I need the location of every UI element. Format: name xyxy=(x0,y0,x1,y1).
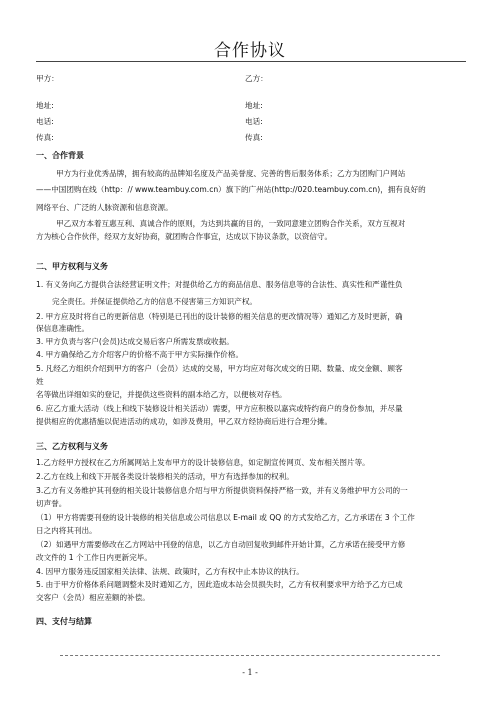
clause-line: 日之内将其刊出。 xyxy=(36,526,97,535)
phone-a-label: 电话: xyxy=(36,117,54,126)
section-heading-payment: 四、支付与结算 xyxy=(36,617,92,626)
party-a-label: 甲方： xyxy=(36,74,59,83)
address-a-label: 地址: xyxy=(36,101,54,110)
clause-line: 5. 由于甲方价格体系问题调整未及时通知乙方，因此造成本站会员损失时，乙方有权利要求甲方给予乙方已成 xyxy=(36,580,403,589)
paragraph-line: 方为核心合作伙伴，经双方友好协商，就团购合作事宜，达成以下协议条款，以资信守。 xyxy=(36,232,333,241)
phone-b-label: 电话: xyxy=(245,117,263,126)
clause-line: 3.乙方有义务维护其刊登的相关设计装修信息介绍与甲方所提供资料保持严格一致，并有义务维护甲方公司的一 xyxy=(36,486,408,495)
clause-line: 完全责任。并保证提供给乙方的信息不侵害第三方知识产权。 xyxy=(52,297,258,306)
party-b-label: 乙方： xyxy=(245,74,268,83)
clause-line: 3. 甲方负责与客户(会员)达成交易后客户所需发票或收据。 xyxy=(36,337,234,346)
section-heading-background: 一、合作背景 xyxy=(36,151,84,160)
clause-line: 1.乙方经甲方授权在乙方所属网站上发布甲方的设计装修信息，如定制宣传网页、发布相关图片等。 xyxy=(36,458,370,467)
page-number: - 1 - xyxy=(242,668,258,677)
document-title: 合作协议 xyxy=(214,41,286,61)
paragraph-line: 甲乙双方本着互惠互利、真诚合作的原则，为达到共赢的目的，一致同意建立团购合作关系，双方互视对 xyxy=(56,219,406,228)
clause-line: 名等做出详细如实的登记，并提供这些资料的副本给乙方，以便核对存档。 xyxy=(36,390,287,399)
paragraph-line: ——中国团购在线（http：// www.teambuy.com.cn）旗下的广州站(http://020.teambuy.com.cn)，拥有良好的 xyxy=(36,185,426,194)
section-heading-party-b: 三、乙方权利与义务 xyxy=(36,442,108,451)
clause-line: 姓 xyxy=(36,377,44,386)
title-underline xyxy=(36,61,466,62)
address-b-label: 地址: xyxy=(245,101,263,110)
paragraph-line: 甲方为行业优秀品牌，拥有较高的品牌知名度及产品美誉度、完善的售后服务体系；乙方为团购门户网站 xyxy=(56,169,406,178)
clause-line: 保信息准确性。 xyxy=(36,324,90,333)
clause-line: 4. 因甲方服务违反国家相关法律、法规、政策时，乙方有权中止本协议的执行。 xyxy=(36,567,304,576)
footer-divider xyxy=(60,655,440,656)
clause-line: 4. 甲方确保给乙方介绍客户的价格不高于甲方实际操作价格。 xyxy=(36,350,244,359)
clause-line: （1）甲方将需要刊登的设计装修的相关信息或公司信息以 E-mail 或 QQ 的方式发给乙方，乙方承诺在 3 个工作 xyxy=(36,513,415,522)
fax-b-label: 传真: xyxy=(245,133,263,142)
clause-line: 改文件的 1 个工作日内更新完毕。 xyxy=(36,553,152,562)
clause-line: （2）如遇甲方需要修改在乙方网站中刊登的信息，以乙方自动回复收到邮件开始计算，乙方承诺在接受甲方修 xyxy=(36,540,406,549)
clause-line: 1. 有义务向乙方提供合法经营证明文件；对提供给乙方的商品信息、服务信息等的合法性、真实性和严谨性负 xyxy=(36,280,403,289)
paragraph-line: 网络平台、广泛的人脉资源和信息资源。 xyxy=(36,203,173,212)
clause-line: 交客户（会员）相应差额的补偿。 xyxy=(36,593,150,602)
clause-line: 5. 凡经乙方组织介绍到甲方的客户（会员）达成的交易，甲方均应对每次成交的日期、数量、成交金额、顾客 xyxy=(36,364,403,373)
clause-line: 6. 应乙方重大活动（线上和线下装修设计相关活动）需要，甲方应积极以嘉宾或特约商户的身份参加，并尽量 xyxy=(36,404,403,413)
section-heading-party-a: 二、甲方权利与义务 xyxy=(36,262,108,271)
fax-a-label: 传真: xyxy=(36,133,54,142)
clause-line: 切声誉。 xyxy=(36,499,67,508)
clause-line: 2. 甲方应及时将自己的更新信息（特别是已刊出的设计装修的相关信息的更改情况等）通知乙方及时更新，确 xyxy=(36,312,403,321)
clause-line: 2.乙方在线上和线下开展各类设计装修相关的活动，甲方有选择参加的权利。 xyxy=(36,472,294,481)
clause-line: 提供相应的优惠措施以促进活动的成功，如涉及费用，甲乙双方经协商后进行合理分摊。 xyxy=(36,417,333,426)
